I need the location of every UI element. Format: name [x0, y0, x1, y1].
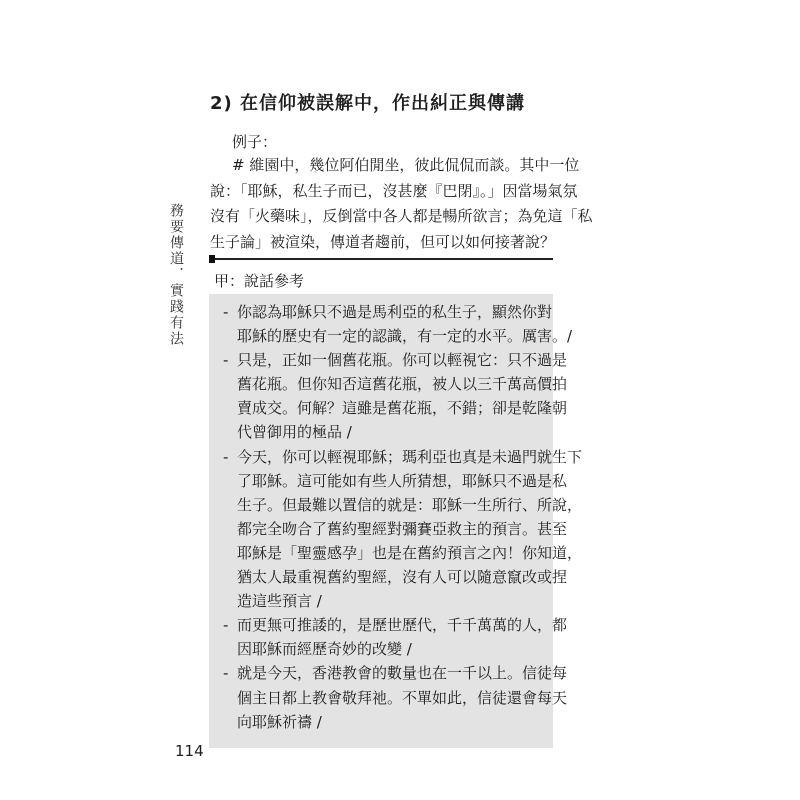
reference-line: 都完全吻合了舊約聖經對彌賽亞救主的預言。甚至 [237, 519, 568, 538]
reference-line: 了耶穌。這可能如有些人所猜想，耶穌只不過是私 [237, 471, 568, 490]
list-item [223, 613, 568, 661]
scenario-line: 說：「耶穌，私生子而已，沒甚麼『巴閉』。」因當場氣氛 [210, 181, 578, 200]
reference-line: 耶穌是「聖靈感孕」也是在舊約預言之內！你知道， [237, 543, 583, 562]
bullet-dash: - [223, 616, 229, 635]
reference-line: 舊花瓶。但你知否這舊花瓶，被人以三千萬高價拍 [237, 375, 568, 394]
reference-line: 生子。但最難以置信的就是：耶穌一生所行、所說， [237, 495, 583, 514]
reference-box [209, 294, 583, 748]
example-label: 例子： [232, 133, 278, 151]
section-title: 2) 在信仰被誤解中，作出糾正與傳講 [210, 93, 526, 114]
running-head: 務要傳道．實踐有法 [168, 203, 184, 347]
bullet-dash: - [223, 351, 229, 370]
reference-line: 耶穌的歷史有一定的認識，有一定的水平。厲害。/ [237, 327, 573, 346]
scenario-line: 沒有「火藥味」，反倒當中各人都是暢所欲言；為免這「私 [210, 207, 593, 225]
scenario-line: # 維園中，幾位阿伯閒坐，彼此侃侃而談。其中一位 [232, 156, 580, 174]
list-item [223, 348, 568, 444]
reference-line: 賣成交。何解？這雖是舊花瓶，不錯；卻是乾隆朝 [237, 399, 568, 418]
example-scenario [210, 153, 593, 255]
page-number: 114 [175, 742, 204, 760]
reference-line: 代曾御用的極品 / [237, 423, 352, 442]
bullet-dash: - [223, 664, 229, 683]
reference-list [223, 300, 583, 734]
reference-line: 猶太人最重視舊約聖經，沒有人可以隨意竄改或捏 [237, 568, 568, 587]
reference-line: 而更無可推諉的，是歷世歷代，千千萬萬的人，都 [237, 616, 568, 635]
bullet-dash: - [223, 303, 229, 321]
section-divider [209, 258, 553, 260]
reference-line: 向耶穌祈禱 / [237, 712, 322, 731]
reference-line: 你認為耶穌只不過是馬利亞的私生子，顯然你對 [237, 303, 553, 321]
list-item [223, 300, 573, 348]
reference-line: 個主日都上教會敬拜祂。不單如此，信徒還會每天 [237, 688, 568, 707]
reference-line: 今天，你可以輕視耶穌；瑪利亞也真是未過門就生下 [237, 447, 583, 466]
reference-heading: 甲：說話參考 [214, 272, 305, 290]
list-item [223, 661, 568, 733]
list-item [223, 445, 583, 614]
reference-line: 就是今天，香港教會的數量也在一千以上。信徒每 [237, 664, 568, 683]
scenario-line: 生子論」被渲染，傳道者趨前，但可以如何接著說？ [210, 232, 556, 251]
bullet-dash: - [223, 447, 229, 466]
reference-line: 造這些預言 / [237, 592, 322, 611]
reference-line: 只是，正如一個舊花瓶。你可以輕視它：只不過是 [237, 351, 568, 370]
reference-line: 因耶穌而經歷奇妙的改變 / [237, 640, 412, 659]
